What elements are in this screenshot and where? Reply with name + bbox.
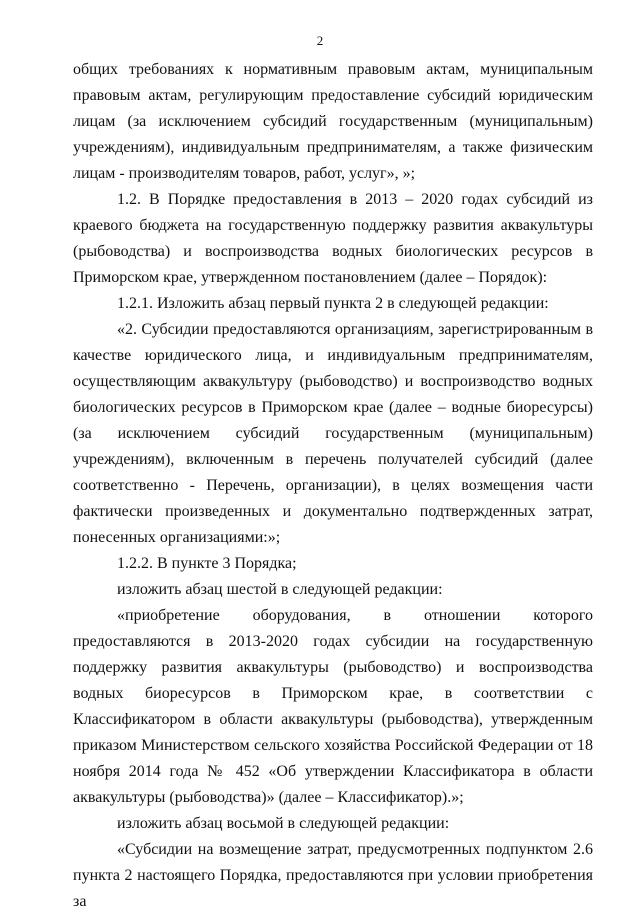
- paragraph-equipment-purchase: «приобретение оборудования, в отношении которого предоставляются в 2013-2020 годах субсидии на государственную поддержку развития аквакультуры (рыбоводство) и воспроизводства водных биоресурсов в Приморском крае, в соответствии с Классификатором в области аквакультуры (рыбоводства), утвержденным приказом Министерством сельского хозяйства Российской Федерации от 18 ноября 2014 года № 452 «Об утверждении Классификатора в области аквакультуры (рыбоводства)» (далее – Классификатор).»;: [73, 607, 593, 806]
- paragraph-subsidies-point-2: «2. Субсидии предоставляются организациям, зарегистрированным в качестве юридического лица, и индивидуальным предпринимателям, осуществляющим аквакультуру (рыбоводство) и воспроизводство водных биологических ресурсов в Приморском крае (далее – водные биоресурсы) (за исключением субсидий государственным (муниципальным) учреждениям), включенным в перечень получателей субсидий (далее соответственно - Перечень, организации), в целях возмещения части фактически произведенных и документально подтвержденных затрат, понесенных организациями:»;: [73, 321, 593, 546]
- paragraph-1-2-1: 1.2.1. Изложить абзац первый пункта 2 в следующей редакции:: [117, 295, 549, 312]
- page-number: 2: [316, 33, 324, 48]
- paragraph-1-2-2: 1.2.2. В пункте 3 Порядка;: [117, 555, 297, 572]
- paragraph-eighth-paragraph-intro: изложить абзац восьмой в следующей редакции:: [117, 815, 450, 832]
- paragraph-requirements-continuation: общих требованиях к нормативным правовым актам, муниципальным правовым актам, регулирующим предоставление субсидий юридическим лицам (за исключением субсидий государственным (муниципальным) учреждениям), индивидуальным предпринимателям, а также физическим лицам - производителям товаров, работ, услуг», »;: [73, 61, 593, 182]
- paragraph-sixth-paragraph-intro: изложить абзац шестой в следующей редакции:: [117, 581, 443, 598]
- paragraph-1-2: 1.2. В Порядке предоставления в 2013 – 2020 годах субсидий из краевого бюджета на государственную поддержку развития аквакультуры (рыбоводства) и воспроизводства водных биологических ресурсов в Приморском крае, утвержденном постановлением (далее – Порядок):: [73, 191, 593, 286]
- paragraph-subsidies-reimbursement: «Субсидии на возмещение затрат, предусмотренных подпунктом 2.6 пункта 2 настоящего Порядка, предоставляются при условии приобретения за: [73, 841, 593, 910]
- document-body: [73, 57, 593, 915]
